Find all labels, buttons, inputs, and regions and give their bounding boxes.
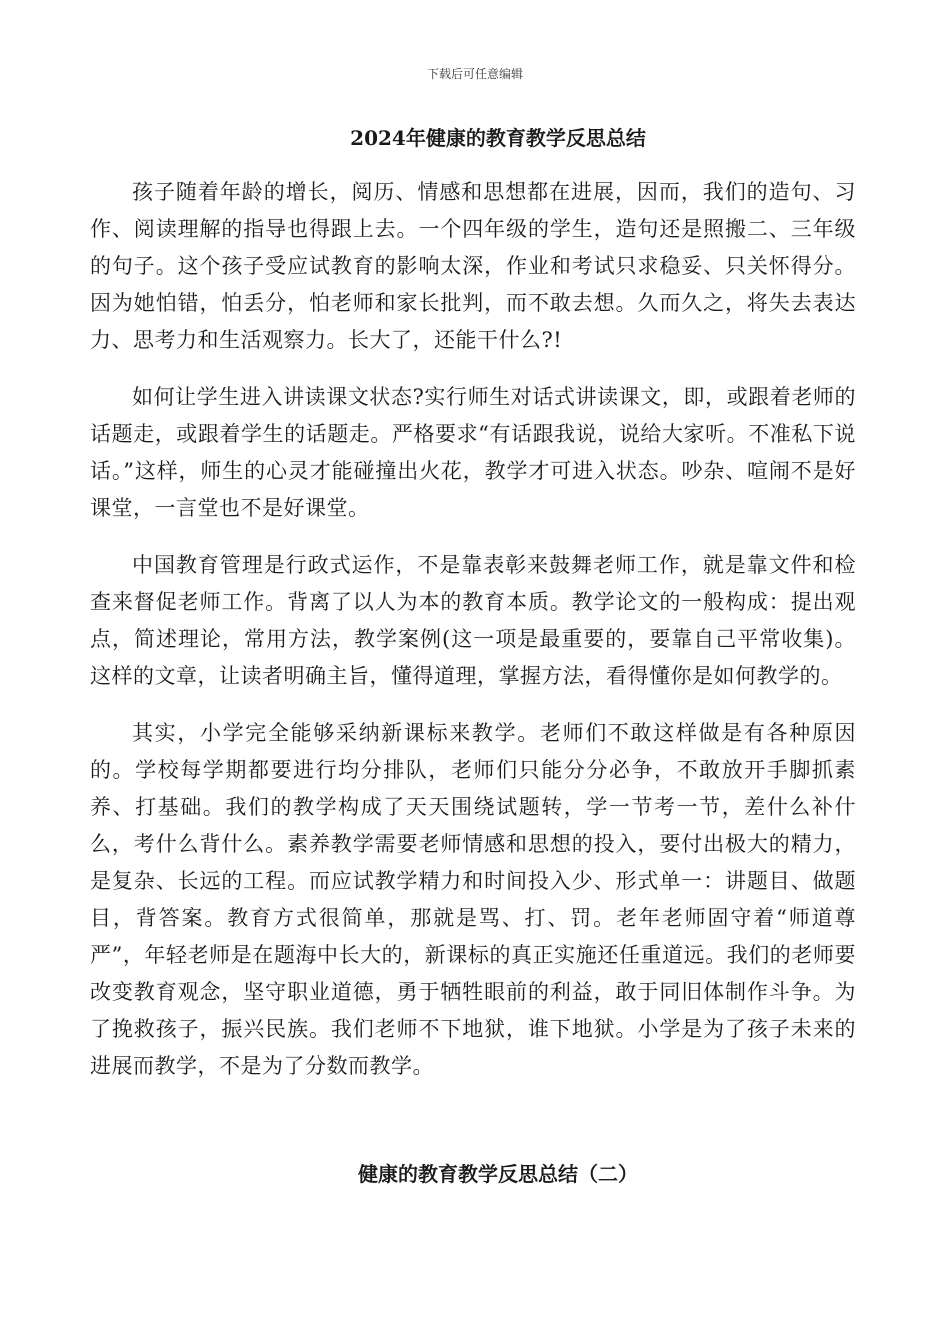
header-note: 下载后可任意编辑	[426, 67, 523, 81]
paragraph-1: 孩子随着年龄的增长，阅历、情感和思想都在进展，因而，我们的造句、习作、阅读理解的指导也得跟上去。一个四年级的学生，造句还是照搬二、三年级的句子。这个孩子受应试教育的影响太深，作业和考试只求稳妥、只关怀得分。因为她怕错，怕丢分，怕老师和家长批判，而不敢去想。久而久之，将失去表达力、思考力和生活观察力。长大了，还能干什么?!	[90, 180, 856, 352]
paragraph-4: 其实，小学完全能够采纳新课标来教学。老师们不敢这样做是有各种原因的。学校每学期都要进行均分排队，老师们只能分分必争，不敢放开手脚抓素养、打基础。我们的教学构成了天天围绕试题转，学一节考一节，差什么补什么，考什么背什么。素养教学需要老师情感和思想的投入，要付出极大的精力，是复杂、长远的工程。而应试教学精力和时间投入少、形式单一：讲题目、做题目，背答案。教育方式很简单，那就是骂、打、罚。老年老师固守着“师道尊严”，年轻老师是在题海中长大的，新课标的真正实施还任重道远。我们的老师要改变教育观念，坚守职业道德，勇于牺牲眼前的利益，敢于同旧体制作斗争。为了挽救孩子，振兴民族。我们老师不下地狱，谁下地狱。小学是为了孩子未来的进展而教学，不是为了分数而教学。	[90, 721, 856, 1078]
paragraph-2: 如何让学生进入讲读课文状态?实行师生对话式讲读课文，即，或跟着老师的话题走，或跟着学生的话题走。严格要求“有话跟我说，说给大家听。不准私下说话。”这样，师生的心灵才能碰撞出火花，教学才可进入状态。吵杂、喧闹不是好课堂，一言堂也不是好课堂。	[90, 385, 856, 520]
document-title: 2024年健康的教育教学反思总结	[350, 126, 646, 150]
document-body	[90, 174, 856, 1105]
paragraph-3: 中国教育管理是行政式运作，不是靠表彰来鼓舞老师工作，就是靠文件和检查来督促老师工作。背离了以人为本的教育本质。教学论文的一般构成：提出观点，简述理论，常用方法，教学案例(这一项是最重要的，要靠自己平常收集)。这样的文章，让读者明确主旨，懂得道理，掌握方法，看得懂你是如何教学的。	[90, 553, 856, 688]
section-title: 健康的教育教学反思总结（二）	[358, 1162, 638, 1186]
